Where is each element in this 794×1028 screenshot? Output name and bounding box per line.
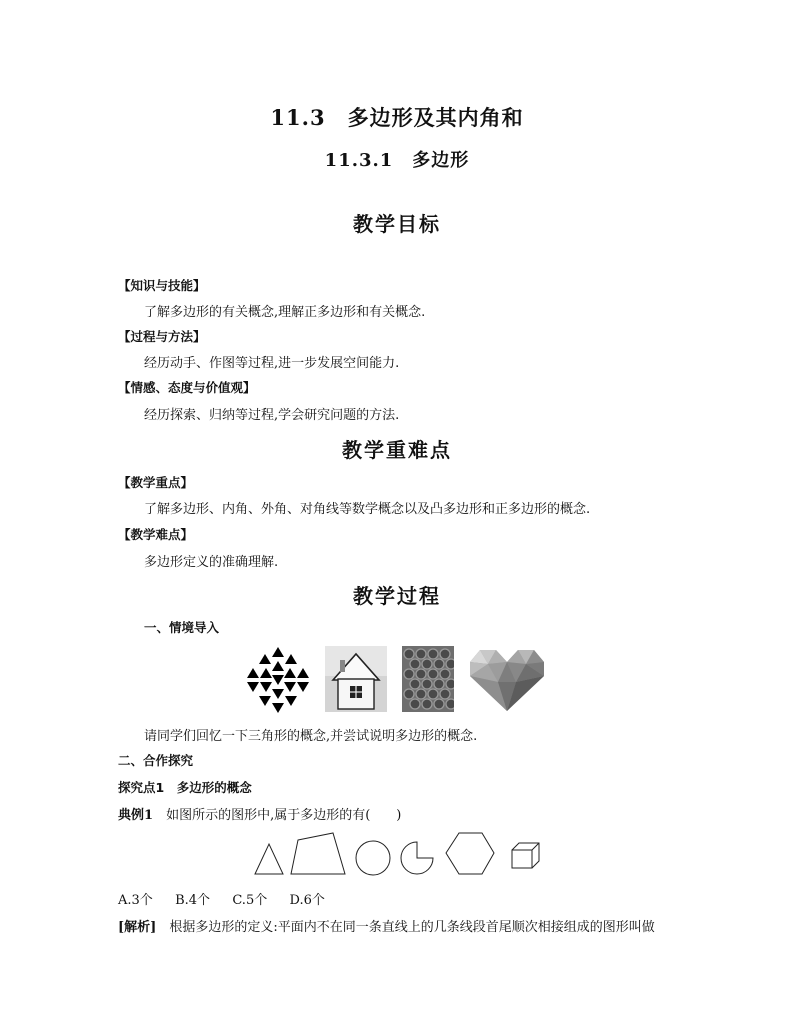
example-label: 典例1 <box>118 808 154 823</box>
difficulty-text: 多边形定义的准确理解. <box>144 555 279 570</box>
faceted-heart-picture-image <box>468 648 546 712</box>
option-c: C.5个 <box>232 893 268 908</box>
option-d: D.6个 <box>289 893 325 908</box>
focus-label: 【教学重点】 <box>118 475 194 490</box>
difficulty-label: 【教学难点】 <box>118 527 194 542</box>
option-a: A.3个 <box>118 893 153 908</box>
part1-label: 一、情境导入 <box>144 620 220 635</box>
process-method-label: 【过程与方法】 <box>118 329 206 344</box>
objectives-heading: 教学目标 <box>353 212 441 236</box>
emotion-text: 经历探索、归纳等过程,学会研究问题的方法. <box>144 408 400 423</box>
example-line <box>118 804 401 823</box>
intro-text: 请同学们回忆一下三角形的概念,并尝试说明多边形的概念. <box>144 729 478 744</box>
process-method-text: 经历动手、作图等过程,进一步发展空间能力. <box>144 356 400 371</box>
answer-options <box>118 889 325 908</box>
page-title: 11.3 多边形及其内角和 <box>270 105 524 130</box>
explore-point-label: 探究点1 多边形的概念 <box>118 780 252 795</box>
keypoints-heading: 教学重难点 <box>342 438 452 462</box>
knowledge-text: 了解多边形的有关概念,理解正多边形和有关概念. <box>144 305 426 320</box>
process-heading: 教学过程 <box>353 584 441 608</box>
analysis-label: [解析] <box>118 920 157 935</box>
example-question: 如图所示的图形中,属于多边形的有( ) <box>166 808 402 823</box>
option-b: B.4个 <box>175 893 211 908</box>
triangle-star-pattern-image <box>243 646 313 714</box>
cube-shape <box>512 843 539 868</box>
hexagon-shape <box>446 833 494 874</box>
page-subtitle: 11.3.1 多边形 <box>324 150 470 171</box>
honeycomb-picture-image <box>402 646 454 712</box>
emotion-label: 【情感、态度与价值观】 <box>118 380 256 395</box>
analysis-text: 根据多边形的定义:平面内不在同一条直线上的几条线段首尾顺次相接组成的图形叫做 <box>169 920 655 935</box>
analysis-line <box>118 916 655 935</box>
part2-label: 二、合作探究 <box>118 753 194 768</box>
focus-text: 了解多边形、内角、外角、对角线等数学概念以及凸多边形和正多边形的概念. <box>144 502 591 517</box>
knowledge-label: 【知识与技能】 <box>118 278 206 293</box>
circle-shape <box>356 841 390 875</box>
example-shapes <box>250 830 545 878</box>
triangle-shape <box>255 844 283 874</box>
pacman-sector-shape <box>401 842 433 874</box>
house-picture-image <box>325 646 387 712</box>
trapezoid-shape <box>291 833 345 874</box>
